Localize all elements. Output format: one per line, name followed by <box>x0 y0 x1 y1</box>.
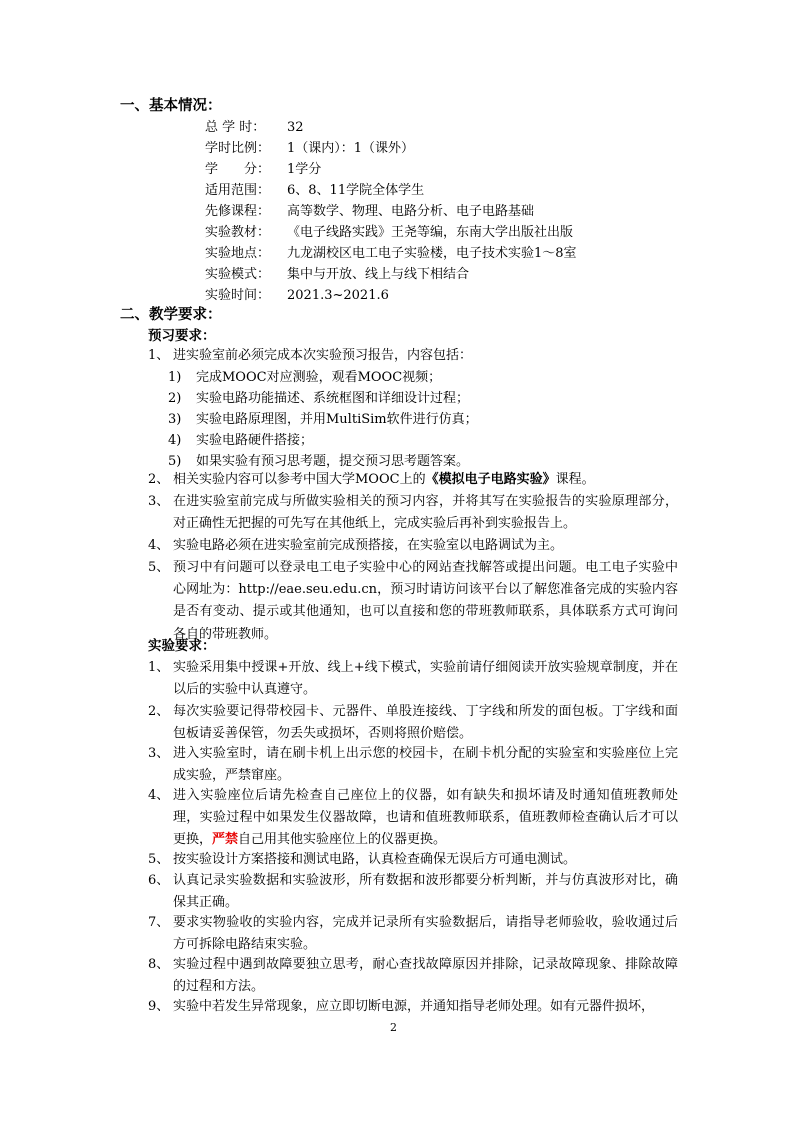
item-number: 3、 <box>148 746 170 761</box>
item-text <box>173 469 678 491</box>
sub-item-number: 3) <box>168 412 182 427</box>
item-number: 3、 <box>148 494 170 509</box>
item-text-part: 自己用其他实验座位上的仪器更换。 <box>238 832 447 848</box>
item-text: 实验采用集中授课+开放、线上+线下模式，实验前请仔细阅读开放实验规章制度，并在以后的实验中认真遵守。 <box>173 660 678 698</box>
item-text: 每次实验要记得带校园卡、元器件、单股连接线、丁字线和所发的面包板。丁字线和面包板请妥善保管，勿丢失或损坏，否则将照价赔偿。 <box>173 704 678 742</box>
sub-item-number: 4) <box>168 433 182 448</box>
item-text: 实验过程中遇到故障要独立思考，耐心查找故障原因并排除，记录故障现象、排除故障的过程和方法。 <box>173 957 678 995</box>
info-row <box>205 202 534 222</box>
item-text-part: 课程。 <box>555 472 595 487</box>
list-item <box>148 785 678 852</box>
item-number: 1、 <box>148 660 170 675</box>
list-item <box>148 657 678 701</box>
item-text: 在进实验室前完成与所做实验相关的预习内容，并将其写在实验报告的实验原理部分，对正确性无把握的可先写在其他纸上，完成实验后再补到实验报告上。 <box>173 494 678 532</box>
info-value: 《电子线路实践》王尧等编，东南大学出版社出版 <box>287 225 574 240</box>
list-item <box>148 469 678 491</box>
info-row <box>205 118 304 138</box>
list-item <box>148 345 678 367</box>
mooc-course-name: 《模拟电子电路实验》 <box>425 472 556 487</box>
info-row <box>205 265 469 285</box>
info-value: 32 <box>287 120 304 135</box>
info-row <box>205 244 577 264</box>
list-item <box>148 535 678 557</box>
item-text: 进入实验室时，请在刷卡机上出示您的校园卡，在刷卡机分配的实验室和实验座位上完成实验，严禁窜座。 <box>173 746 678 784</box>
info-label: 实验模式： <box>205 267 271 282</box>
item-text: 要求实物验收的实验内容，完成并记录所有实验数据后，请指导老师验收，验收通过后方可拆除电路结束实验。 <box>173 915 678 953</box>
info-value: 6、8、11学院全体学生 <box>287 183 425 198</box>
info-value: 2021.3~2021.6 <box>287 288 389 303</box>
info-value: 九龙湖校区电工电子实验楼，电子技术实验1～8室 <box>287 246 577 261</box>
item-text: 实验电路必须在进实验室前完成预搭接，在实验室以电路调试为主。 <box>173 538 564 553</box>
section2-title: 二、教学要求： <box>120 307 222 323</box>
item-text: 认真记录实验数据和实验波形，所有数据和波形都要分析判断，并与仿真波形对比，确保其正确。 <box>173 873 678 911</box>
item-text: 按实验设计方案搭接和测试电路，认真检查确保无误后方可通电测试。 <box>173 852 577 867</box>
item-text: 预习中有问题可以登录电工电子实验中心的网站查找解答或提出问题。电工电子实验中心网址为：http://eae.seu.edu.cn，预习时请访问该平台以了解您准备完成的实验内容是否有变动、提示或其他通知，也可以直接和您的带班教师联系，具体联系方式可询问各自的带班教师。 <box>173 560 678 642</box>
strictly-forbidden-emphasis: 严禁 <box>212 832 239 848</box>
list-item <box>148 954 678 998</box>
item-text: 进实验室前必须完成本次实验预习报告，内容包括： <box>173 348 473 363</box>
info-label: 学时比例： <box>205 141 271 156</box>
item-number: 9、 <box>148 999 170 1014</box>
info-label: 实验时间： <box>205 288 271 303</box>
sub-item <box>168 389 469 409</box>
list-item <box>148 870 678 914</box>
info-value: 高等数学、物理、电路分析、电子电路基础 <box>287 204 535 219</box>
sub-item-text: 实验电路功能描述、系统框图和详细设计过程； <box>196 391 470 406</box>
sub-item-text: 实验电路原理图，并用MultiSim软件进行仿真； <box>196 412 478 427</box>
section1-title: 一、基本情况： <box>120 98 222 114</box>
lab-requirements-title: 实验要求： <box>148 638 216 654</box>
sub-item-number: 5) <box>168 454 182 469</box>
list-item <box>148 849 678 871</box>
sub-item-number: 1) <box>168 370 182 385</box>
item-number: 8、 <box>148 957 170 972</box>
info-value: 集中与开放、线上与线下相结合 <box>287 267 470 282</box>
item-number: 6、 <box>148 873 170 888</box>
sub-item-text: 如果实验有预习思考题，提交预习思考题答案。 <box>196 454 470 469</box>
info-label: 先修课程： <box>205 204 271 219</box>
list-item <box>148 743 678 787</box>
info-row <box>205 223 573 243</box>
info-label: 学 分： <box>205 162 271 177</box>
sub-item-text: 实验电路硬件搭接； <box>196 433 314 448</box>
preview-requirements-title: 预习要求： <box>148 328 216 344</box>
info-row <box>205 286 389 306</box>
item-number: 7、 <box>148 915 170 930</box>
info-row <box>205 160 321 180</box>
info-row <box>205 181 424 201</box>
sub-item <box>168 368 441 388</box>
item-number: 1、 <box>148 348 170 363</box>
item-text: 实验中若发生异常现象，应立即切断电源，并通知指导老师处理。如有元器件损坏， <box>173 999 655 1014</box>
info-label: 总 学 时： <box>205 120 266 135</box>
list-item <box>148 996 678 1018</box>
item-number: 4、 <box>148 538 170 553</box>
info-row <box>205 139 414 159</box>
item-text-part: 相关实验内容可以参考中国大学MOOC上的 <box>173 472 426 487</box>
list-item <box>148 701 678 745</box>
item-number: 5、 <box>148 852 170 867</box>
item-number: 4、 <box>148 788 170 803</box>
list-item <box>148 557 678 646</box>
sub-item-text: 完成MOOC对应测验，观看MOOC视频； <box>196 370 442 385</box>
info-label: 实验地点： <box>205 246 271 261</box>
sub-item <box>168 431 313 451</box>
item-text <box>173 785 678 852</box>
info-value: 1学分 <box>287 162 322 177</box>
info-label: 适用范围： <box>205 183 271 198</box>
sub-item-number: 2) <box>168 391 182 406</box>
list-item <box>148 491 678 535</box>
item-number: 5、 <box>148 560 170 575</box>
item-text-part: 进入实验座位后请先检查自己座位上的仪器，如有缺失和损坏请及时通知值班教师处理，实验过程中如果发生仪器故障，也请和值班教师联系，值班教师检查确认后才可以更换， <box>173 788 678 848</box>
info-value: 1（课内）：1（课外） <box>287 141 415 156</box>
info-label: 实验教材： <box>205 225 271 240</box>
item-number: 2、 <box>148 704 170 719</box>
list-item <box>148 912 678 956</box>
item-number: 2、 <box>148 472 170 487</box>
sub-item <box>168 410 478 430</box>
page-number: 2 <box>390 1021 397 1034</box>
